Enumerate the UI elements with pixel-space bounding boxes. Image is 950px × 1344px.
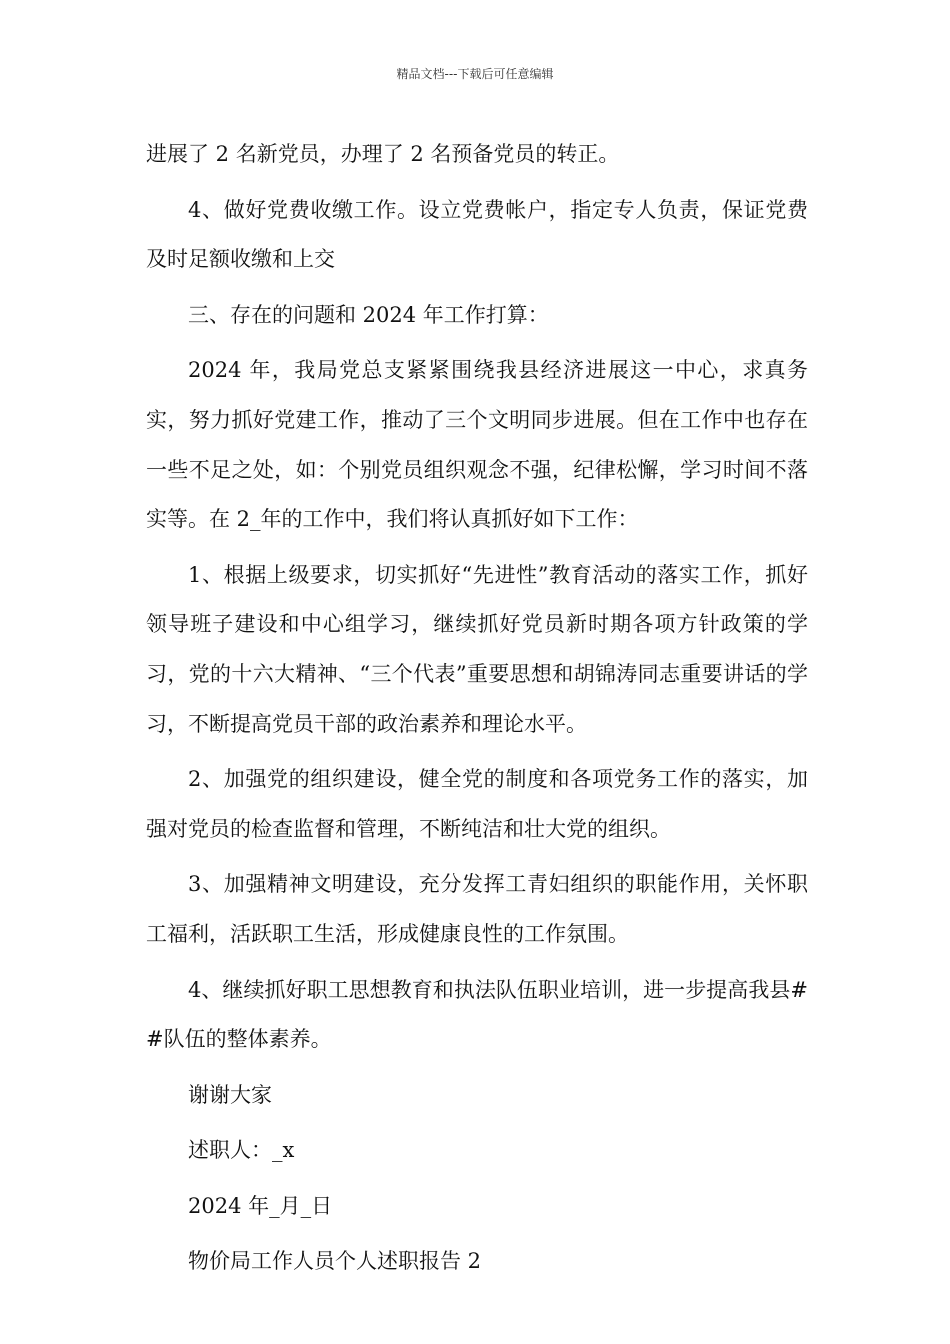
- paragraph-party-members: 进展了 2 名新党员，办理了 2 名预备党员的转正。: [146, 142, 620, 166]
- closing-thanks: 谢谢大家: [188, 1082, 272, 1107]
- list-item-2: 2、加强党的组织建设，健全党的制度和各项党务工作的落实，加强对党员的检查监督和管理，不断纯洁和壮大党的组织。: [146, 767, 808, 841]
- date-line: 2024 年_月_日: [188, 1193, 333, 1218]
- signature-line: 述职人：_x: [188, 1138, 295, 1163]
- list-item-4: 4、继续抓好职工思想教育和执法队伍职业培训，进一步提高我县##队伍的整体素养。: [146, 977, 808, 1052]
- section-heading-problems-plan: 三、存在的问题和 2024 年工作打算：: [188, 302, 549, 327]
- list-item-3: 3、加强精神文明建设，充分发挥工青妇组织的职能作用，关怀职工福利，活跃职工生活，形成健康良性的工作氛围。: [146, 872, 808, 946]
- document-body: [146, 130, 808, 1287]
- list-item-1: 1、根据上级要求，切实抓好“先进性”教育活动的落实工作，抓好领导班子建设和中心组学习，继续抓好党员新时期各项方针政策的学习，党的十六大精神、“三个代表”重要思想和胡锦涛同志重要讲话的学习，不断提高党员干部的政治素养和理论水平。: [146, 562, 808, 736]
- paragraph-2024-summary: 2024 年，我局党总支紧紧围绕我县经济进展这一中心，求真务实，努力抓好党建工作，推动了三个文明同步进展。但在工作中也存在一些不足之处，如：个别党员组织观念不强，纪律松懈，学习时间不落实等。在 2_年的工作中，我们将认真抓好如下工作：: [146, 358, 808, 532]
- page-header: 精品文档---下载后可任意编辑: [396, 67, 554, 81]
- paragraph-party-dues: 4、做好党费收缴工作。设立党费帐户，指定专人负责，保证党费及时足额收缴和上交: [146, 197, 808, 272]
- next-report-title: 物价局工作人员个人述职报告 2: [188, 1249, 482, 1274]
